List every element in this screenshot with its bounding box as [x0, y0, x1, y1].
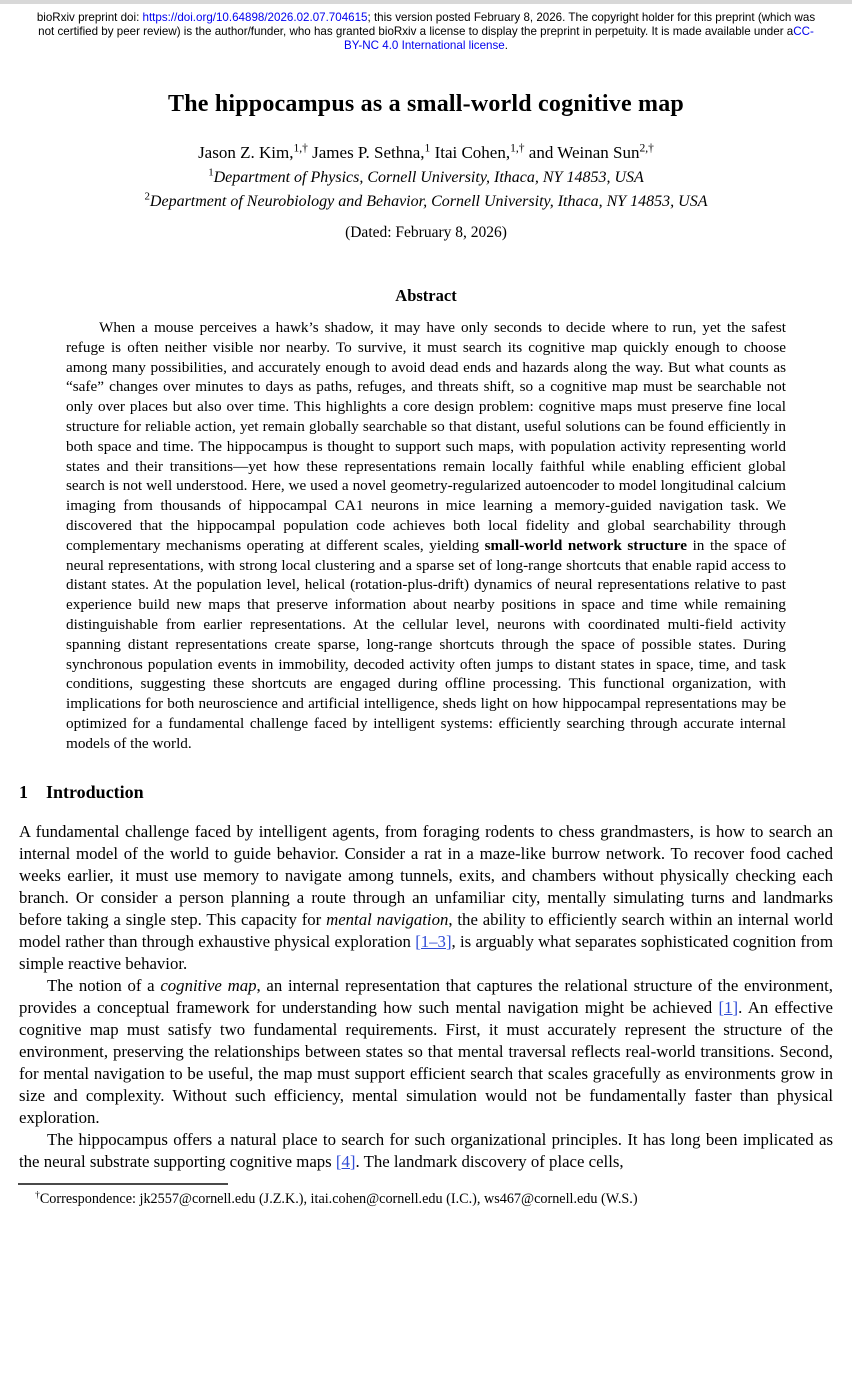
- text-run-p: in the space of neural representations, with strong local clustering and a sparse set of long-range shortcuts that enable rapid access to distant states. At the population level, helical (rotation-plus-drift) dynamics of neural representations relative to past experience build new maps that preserve information about nearby positions in space and time while remaining distinguishable from earlier representations. At the cellular level, neurons with coordinated multi-field activity spanning distant representations create sparse, long-range shortcuts through the space of possible states. During synchronous population events in immobility, decoded activity often jumps to distant states in space, time, and task conditions, suggesting these shortcuts are engaged during offline processing. This functional organization, with implications for both neuroscience and artificial intelligence, sheds light on how hippocampal representations may be optimized for a fundamental challenge faced by intelligent systems: efficiently searching through accurate internal models of the world.: [66, 536, 786, 752]
- text-run-p: , is arguably what separates sophisticated cognition from simple reactive behavior.: [19, 931, 833, 973]
- text-run-p: . The landmark discovery of place cells,: [355, 1151, 624, 1171]
- text-run-p: .: [504, 39, 508, 52]
- text-run-sup: 2: [144, 190, 150, 203]
- abstract-heading: Abstract: [395, 286, 457, 305]
- text-run-p: and Weinan Sun: [524, 143, 640, 162]
- text-run-p: Itai Cohen,: [430, 143, 511, 162]
- section-number: 1: [19, 781, 28, 802]
- text-run-p: The hippocampus offers a natural place to search for such organizational principles. It has long been implicated as the neural substrate supporting cognitive maps: [19, 1129, 833, 1171]
- text-run-sup: 1: [424, 141, 431, 155]
- text-run-i: cognitive map: [160, 975, 257, 995]
- abstract-body: [66, 318, 786, 754]
- text-run-p: When a mouse perceives a hawk’s shadow, it may have only seconds to decide where to run, yet the safest refuge is often neither visible nor nearby. To survive, it must search its cognitive map quickly enough to choose among many possibilities, and accurately enough to avoid dead ends and hazards along the way. But what counts as “safe” changes over minutes to days as paths, refuges, and threats shift, so a cognitive map must be searchable not only over places but also over time. This highlights a core design problem: cognitive maps must preserve fine local structure for reliable action, yet remain globally searchable so that distant, useful solutions can be found efficiently in both space and time. The hippocampus is thought to support such maps, with population activity representing world states and their transitions—yet how these representations remain locally faithful while enabling efficient global search is not well understood. Here, we used a novel geometry-regularized autoencoder to model longitudinal calcium imaging from thousands of hippocampal CA1 neurons in mice learning a memory-guided navigation task. We discovered that the hippocampal population code achieves both local fidelity and global searchability through complementary mechanisms operating at different scales, yielding: [66, 319, 786, 554]
- affiliation-2: [0, 190, 852, 211]
- biorxiv-banner: [30, 11, 822, 53]
- author-line: [0, 143, 852, 163]
- doi-link[interactable]: https://doi.org/10.64898/2026.02.07.704615: [142, 11, 368, 24]
- text-run-p: . An effective cognitive map must satisfy two fundamental requirements. First, it must accurately represent the structure of the environment, preserving the relationships between states so that mental traversal reflects real-world transitions. Second, for mental navigation to be useful, the map must support efficient search that scales gracefully as environments grow in size and complexity. Without such efficiency, mental simulation would not be fundamentally faster than physical exploration.: [19, 997, 833, 1127]
- text-run-p: , the ability to efficiently search within an internal world model rather than through exhaustive physical exploration: [19, 909, 833, 951]
- text-run-p: Jason Z. Kim,: [198, 143, 294, 162]
- text-run-i: Department of Physics, Cornell University, Ithaca, NY 14853, USA: [213, 169, 644, 186]
- text-run-p: ; this version posted February 8, 2026. The copyright holder for this preprint (which was not certified by peer review) is the author/funder, who has granted bioRxiv a license to display the preprint in perpetuity. It is made available under a: [38, 11, 816, 38]
- citation-1[interactable]: [1]: [718, 997, 739, 1017]
- text-run-sup: 2,†: [639, 141, 654, 155]
- dated-line: (Dated: February 8, 2026): [345, 224, 507, 241]
- citation-1-3[interactable]: [1–3]: [415, 931, 452, 951]
- text-run-p: Correspondence: jk2557@cornell.edu (J.Z.K.), itai.cohen@cornell.edu (I.C.), ws467@cornell.edu (W.S.): [39, 1190, 638, 1207]
- section-title: Introduction: [46, 781, 144, 802]
- text-run-p: James P. Sethna,: [307, 143, 425, 162]
- introduction-body: [19, 821, 833, 1173]
- text-run-i: mental navigation: [326, 909, 449, 929]
- text-run-sup: 1: [208, 166, 214, 179]
- intro-paragraph-3: [19, 1129, 833, 1173]
- paper-title: The hippocampus as a small-world cognitive map: [168, 91, 684, 117]
- correspondence-footnote: [19, 1190, 833, 1208]
- page-top-strip: [0, 0, 852, 4]
- footnote-rule: [18, 1183, 228, 1185]
- intro-paragraph-2: [19, 975, 833, 1129]
- citation-4[interactable]: [4]: [335, 1151, 356, 1171]
- intro-paragraph-1: [19, 821, 833, 975]
- text-run-p: bioRxiv preprint doi:: [36, 11, 143, 24]
- text-run-p: , an internal representation that captures the relational structure of the environment, provides a conceptual framework for understanding how such mental navigation might be achieved: [19, 975, 834, 1017]
- text-run-sup: 1,†: [510, 141, 525, 155]
- text-run-p: A fundamental challenge faced by intelligent agents, from foraging rodents to chess grandmasters, is how to search an internal model of the world to guide behavior. Consider a rat in a maze-like burrow network. To recover food cached weeks earlier, it must use memory to navigate among tunnels, exits, and chambers without physically checking each branch. Or consider a person planning a route through an unfamiliar city, mentally simulating turns and landmarks before taking a single step. This capacity for: [19, 821, 833, 929]
- text-run-sup: 1,†: [293, 141, 308, 155]
- text-run-sup: †: [35, 1188, 40, 1200]
- text-run-p: The notion of a: [47, 975, 161, 995]
- section-heading-introduction: [19, 782, 833, 803]
- text-run-b: small-world network structure: [484, 536, 687, 554]
- license-link[interactable]: CC-BY-NC 4.0 International license: [344, 25, 814, 52]
- affiliation-1: [0, 166, 852, 187]
- text-run-i: Department of Neurobiology and Behavior, Cornell University, Ithaca, NY 14853, USA: [149, 193, 708, 210]
- abstract-paragraph: [66, 318, 786, 754]
